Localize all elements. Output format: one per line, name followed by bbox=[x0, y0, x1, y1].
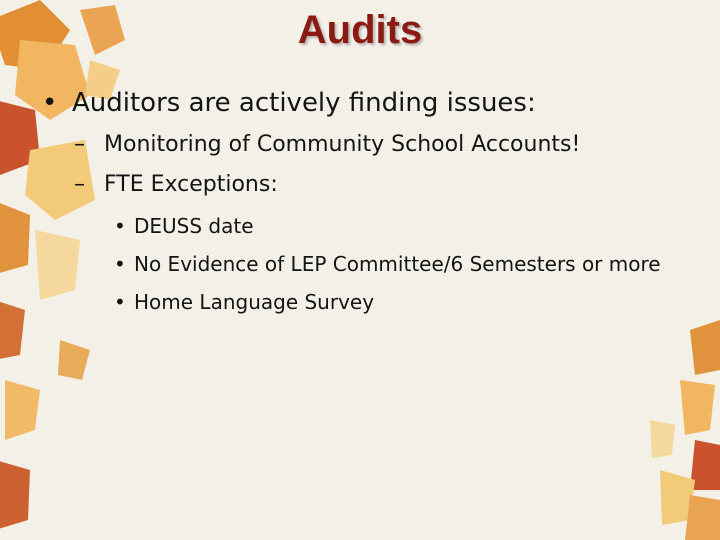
slide-title: Audits bbox=[297, 8, 423, 52]
bullet-marker: • bbox=[114, 252, 126, 276]
bullet-item bbox=[42, 86, 682, 120]
sub-sub-bullet-item bbox=[42, 286, 664, 318]
bullet-marker: • bbox=[42, 88, 58, 118]
sub-sub-bullet-item bbox=[42, 210, 664, 242]
sub-bullet-text: Monitoring of Community School Accounts! bbox=[104, 132, 581, 157]
bullet-marker: • bbox=[114, 290, 126, 314]
sub-sub-bullet-item bbox=[42, 248, 664, 280]
bullet-text: Auditors are actively finding issues: bbox=[72, 88, 536, 118]
sub-bullet-text: FTE Exceptions: bbox=[104, 172, 278, 197]
bullet-marker: • bbox=[114, 214, 126, 238]
sub-bullet-item bbox=[42, 170, 682, 200]
slide-body bbox=[42, 86, 682, 324]
sub-sub-bullet-text: Home Language Survey bbox=[134, 290, 375, 314]
dash-marker: – bbox=[74, 172, 85, 197]
dash-marker: – bbox=[74, 132, 85, 157]
sub-sub-bullet-text: DEUSS date bbox=[134, 214, 254, 238]
sub-bullet-item bbox=[42, 130, 682, 160]
sub-sub-bullet-text: No Evidence of LEP Committee/6 Semesters or more bbox=[134, 252, 661, 276]
